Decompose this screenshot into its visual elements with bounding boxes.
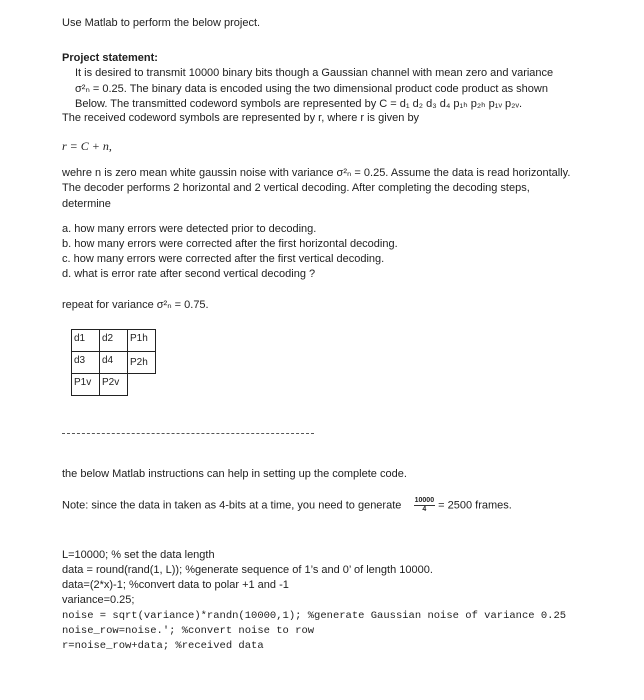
cell-p1h: P1h [128,330,156,352]
code-line: noise_row=noise.'; %convert noise to row [62,625,315,637]
code-line: r=noise_row+data; %received data [62,640,264,652]
cell-d3: d3 [72,352,100,374]
code-line: variance=0.25; [62,594,135,606]
frames-fraction [414,497,435,514]
cell-d2: d2 [100,330,128,352]
code-line: L=10000; % set the data length [62,549,215,561]
cell-empty [128,374,156,396]
cell-d4: d4 [100,352,128,374]
fraction-numerator: 10000 [414,497,435,504]
code-line: noise = sqrt(variance)*randn(10000,1); %generate Gaussian noise of variance 0.25 [62,610,567,622]
product-code-table [71,329,156,396]
project-heading: Project statement: [62,52,158,64]
cell-p2h: P2h [128,352,156,374]
description-line-1: wehre n is zero mean white gaussin noise with variance σ²ₙ = 0.25. Assume the data is read horizontally. [62,167,571,179]
code-line: data=(2*x)-1; %convert data to polar +1 and -1 [62,579,289,591]
project-line-1: It is desired to transmit 10000 binary bits though a Gaussian channel with mean zero and variance [75,67,554,79]
note-result: = 2500 frames. [438,499,512,512]
question-c: c. how many errors were corrected after the first vertical decoding. [62,253,385,265]
repeat-line: repeat for variance σ²ₙ = 0.75. [62,299,209,311]
intro-line: Use Matlab to perform the below project. [62,17,261,29]
cell-d1: d1 [72,330,100,352]
fraction-denominator: 4 [422,506,427,513]
table-row [72,330,156,352]
help-line: the below Matlab instructions can help in setting up the complete code. [62,468,407,480]
description-line-3: determine [62,198,111,210]
code-line: data = round(rand(1, L)); %generate sequence of 1’s and 0’ of length 10000. [62,564,433,576]
note-line [62,497,512,514]
table-row [72,352,156,374]
cell-p1v: P1v [72,374,100,396]
question-a: a. how many errors were detected prior to decoding. [62,223,317,235]
cell-p2v: P2v [100,374,128,396]
received-equation: r = C + n, [62,139,112,153]
project-line-4: The received codeword symbols are represented by r, where r is given by [62,112,420,124]
question-d: d. what is error rate after second vertical decoding ? [62,268,316,280]
note-text: Note: since the data in taken as 4-bits at a time, you need to generate [62,499,402,512]
project-line-3: Below. The transmitted codeword symbols are represented by C = d₁ d₂ d₃ d₄ p₁ₕ p₂ₕ p₁ᵥ p₂ᵥ. [75,98,523,110]
section-divider [62,433,314,434]
description-line-2: The decoder performs 2 horizontal and 2 vertical decoding. After completing the decoding steps, [62,182,530,194]
table-row [72,374,156,396]
question-b: b. how many errors were corrected after the first horizontal decoding. [62,238,398,250]
project-line-2: σ²ₙ = 0.25. The binary data is encoded using the two dimensional product code product as shown [75,83,548,95]
